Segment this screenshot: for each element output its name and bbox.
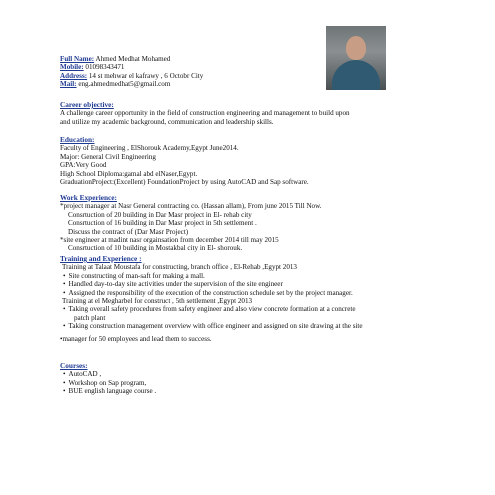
objective-heading: Career objective:	[60, 100, 114, 109]
training-heading: Training and Experience :	[60, 254, 142, 263]
mail-label: Mail:	[60, 80, 77, 89]
training-second-item-2: • Taking construction management overview with office engineer and assigned on site drawing at the site	[60, 322, 363, 330]
education-line-4: High School Diploma:gamal abd elNaser,Egypt.	[60, 169, 198, 178]
mobile-label: Mobile:	[60, 63, 84, 72]
mail-line	[60, 80, 203, 88]
work-line-6: Consrtuction of 10 building in Mostakbal city in El- shorouk.	[68, 244, 243, 253]
mobile-line	[60, 63, 203, 71]
education-line-2: Major: General Civil Engineering	[60, 152, 156, 161]
courses-section	[60, 362, 156, 396]
objective-line-2: and utilize my academic background, communication and leadership skills.	[60, 117, 274, 126]
work-line-4: Discuss the contract of (Dar Masr Project)	[68, 227, 189, 236]
address-value: 14 st mehwar el kafrawy , 6 Octobr City	[88, 71, 204, 80]
contact-block	[60, 55, 203, 89]
objective-section	[60, 101, 350, 126]
training-second-item-1: • Taking overall safety procedures from safety engineer and also view concrete formation at a concrete	[60, 305, 363, 313]
photo-shoulders	[332, 60, 380, 90]
work-line-1: *project manager at Nasr General contracting co. (Hassan allam), From june 2015 Till Now.	[60, 202, 322, 211]
training-section	[60, 255, 363, 343]
training-second-intro: Training at el Megharbel for construct , 5th settlement ,Egypt 2013	[62, 297, 253, 306]
course-item-3: • BUE english language course .	[60, 387, 156, 395]
education-line-5: GraduationProject:(Excellent) FoundationProject by using AutoCAD and Sap software.	[60, 178, 309, 187]
name-label: Full Name:	[60, 55, 95, 63]
photo-face	[346, 36, 366, 60]
course-item-1: • AutoCAD ,	[60, 370, 156, 378]
education-heading: Education:	[60, 135, 95, 144]
education-section	[60, 136, 309, 186]
address-line	[60, 72, 203, 80]
training-item-1: • Site constructing of man-saft for making a mall.	[60, 272, 363, 280]
education-line-3: GPA:Very Good	[60, 161, 107, 170]
profile-photo	[326, 26, 386, 90]
training-closing: •manager for 50 employees and lead them to success.	[60, 334, 212, 343]
objective-line-1: A challenge career opportunity in the field of construction engineering and management to build upon	[60, 109, 350, 118]
education-line-1: Faculty of Engineering , ElShorouk Academy,Egypt June2014.	[60, 144, 239, 153]
course-item-2: • Workshop on Sap program,	[60, 379, 156, 387]
work-line-3: Consrtuction of 16 building in Dar Masr project in 5th settlement .	[68, 219, 257, 228]
name-value: Ahmed Medhat Mohamed	[95, 55, 171, 63]
work-line-5: *site engineer at madint nasr orgainsation from december 2014 till may 2015	[60, 236, 279, 245]
courses-heading: Courses:	[60, 361, 88, 370]
work-section	[60, 194, 322, 253]
name-line	[60, 55, 203, 63]
mail-value: eng.ahmedmedhat5@gmail.com	[78, 80, 171, 89]
training-item-2: • Handled day-to-day site activities under the supervision of the site engineer	[60, 280, 363, 288]
training-item-3: • Assigned the responsibility of the execution of the construction schedule set by the project manager.	[60, 289, 363, 297]
training-second-item-1-cont: patch plant	[74, 313, 106, 322]
work-heading: Work Experience:	[60, 193, 117, 202]
work-line-2: Consrtuction of 20 building in Dar Masr project in El- rehab city	[68, 210, 252, 219]
training-intro: Training at Talaat Moustafa for constructing, branch office , El-Rehab ,Egypt 2013	[62, 263, 297, 272]
address-label: Address:	[60, 71, 88, 80]
mobile-value: 01098343471	[85, 63, 125, 72]
